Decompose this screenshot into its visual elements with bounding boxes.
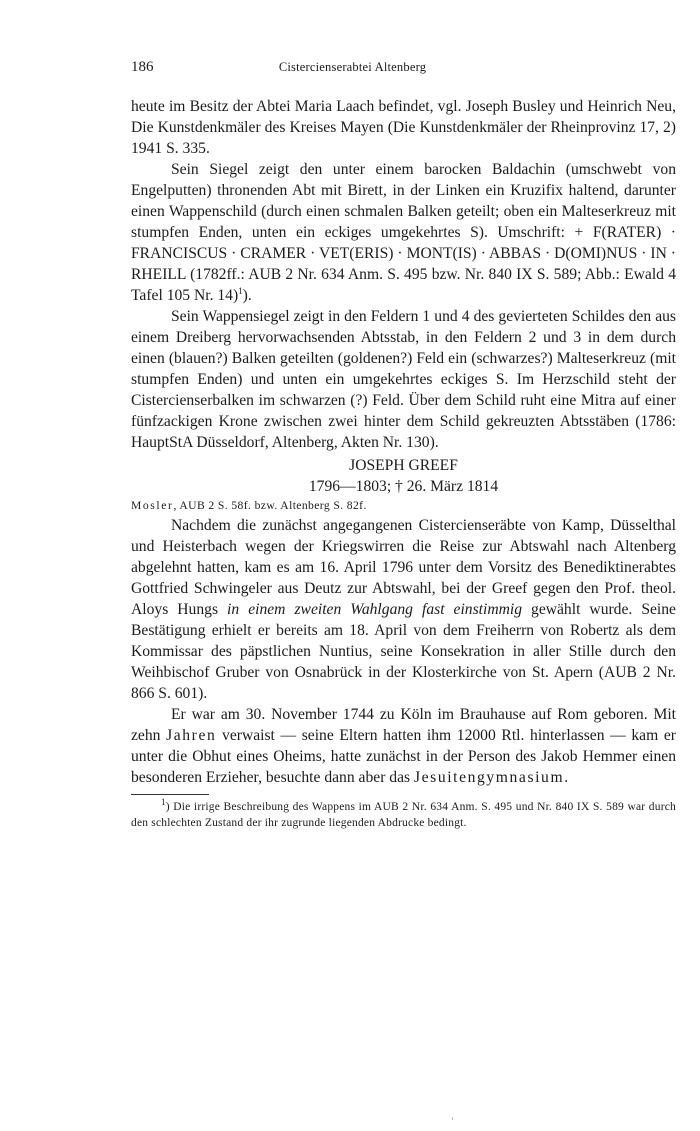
paragraph-coat-of-arms-seal: Sein Wappensiegel zeigt in den Feldern 1 und 4 des gevierteten Schildes den aus einem Dreiberg hervorwachsenden Abtsstab, in den Feldern 2 und 3 in dem durch einen (blauen?) Balken geteilten (goldenen?) Feld ein (schwarzes?) Malteserkreuz (mit stumpfen Enden) und unten ein umgekehrtes eckiges S. Im Herzschild steht der Cistercienserbalken im schwarzen (?) Feld. Über dem Schild ruht eine Mitra auf einer fünfzackigen Krone zwischen zwei hinter dem Schild gekreuzten Abtsstäben (1786: HauptStA Düsseldorf, Altenberg, Akten Nr. 130). [131, 308, 676, 451]
footnote [131, 797, 676, 831]
paragraph-biography-a: Er war am 30. November 1744 zu Köln im Brauhause auf Rom geboren. Mit zehn [131, 706, 676, 744]
paragraph-biography [131, 704, 676, 788]
paragraph-seal [131, 159, 676, 306]
paragraph-election-italic: in einem zweiten Wahlgang fast einstimmig [227, 601, 522, 618]
page-number: 186 [131, 59, 154, 75]
page-header [131, 59, 574, 81]
paragraph-election-b: gewählt wurde. Seine Bestätigung erhielt er bereits am 18. April von dem Freiherrn von Robertz als dem Kommissar des päpstlichen Nuntius, seine Konsekration in aller Stille durch den Weihbischof Gruber von Osnabrück in der Klosterkirche von St. Apern (AUB 2 Nr. 866 S. 601). [131, 601, 676, 702]
source-references: , AUB 2 S. 58f. bzw. Altenberg S. 82f. [173, 499, 367, 512]
paragraph-biography-c: . [564, 769, 569, 786]
section-heading-name: JOSEPH GREEF [349, 457, 458, 474]
paragraph-seal-end: ). [242, 287, 252, 304]
paragraph-election-a: Nachdem die zunächst angegangenen Cistercienseräbte von Kamp, Düsselthal und Heisterbach wegen der Kriegswirren die Reise zur Abtswahl nach Altenberg abgelehnt hatten, kam es am 16. April 1796 unter dem Vorsitz des Benediktinerabtes Gottfried Schwingeler aus Deutz zur Abtswahl, bei der Greef gegen den Prof. theol. Aloys Hungs [131, 517, 676, 618]
section-heading-dates: 1796—1803; † 26. März 1814 [308, 478, 499, 495]
running-title: Cistercienserabtei Altenberg [278, 60, 427, 74]
paragraph-biography-spaced: Jahren [166, 727, 217, 744]
paragraph-continuation: heute im Besitz der Abtei Maria Laach befindet, vgl. Joseph Busley und Heinrich Neu, Die Kunstdenkmäler des Kreises Mayen (Die Kunstdenkmäler der Rheinprovinz 17, 2) 1941 S. 335. [131, 98, 676, 157]
print-mark [452, 1117, 453, 1120]
main-text [131, 96, 676, 831]
footnote-reference: 1 [238, 285, 243, 296]
section-sources [131, 497, 676, 515]
paragraph-seal-text: Sein Siegel zeigt den unter einem barocken Baldachin (umschwebt von Engelputten) thronenden Abt mit Birett, in der Linken ein Kruzifix haltend, darunter einen Wappenschild (durch einen schmalen Balken geteilt; oben ein Malteserkreuz mit stumpfen Enden, unten ein eckiges umgekehrtes S). Umschrift: + F(RATER) · FRANCISCUS · CRAMER · VET(ERIS) · MONT(IS) · ABBAS · D(OMI)NUS · IN · RHEILL (1782ff.: AUB 2 Nr. 634 Anm. S. 495 bzw. Nr. 840 IX S. 589; Abb.: Ewald 4 Tafel 105 Nr. 14) [131, 161, 676, 304]
paragraph-biography-b: verwaist — seine Eltern hatten ihm 12000 Rtl. hinterlassen — kam er unter die Obhut eines Oheims, hatte zunächst in der Person des Jakob Hemmer einen besonderen Erzieher, besuchte dann aber das [131, 727, 676, 786]
source-author: Mosler [131, 499, 174, 512]
footnote-marker: 1 [161, 797, 166, 808]
footnote-text: ) Die irrige Beschreibung des Wappens im AUB 2 Nr. 634 Anm. S. 495 und Nr. 840 IX S. 589 war durch den schlechten Zustand der ihr zugrunde liegenden Abdrucke bedingt. [131, 801, 676, 829]
paragraph-election [131, 515, 676, 704]
paragraph-biography-spaced2: Jesuitengymnasium [413, 769, 565, 786]
footnote-rule [131, 794, 209, 795]
